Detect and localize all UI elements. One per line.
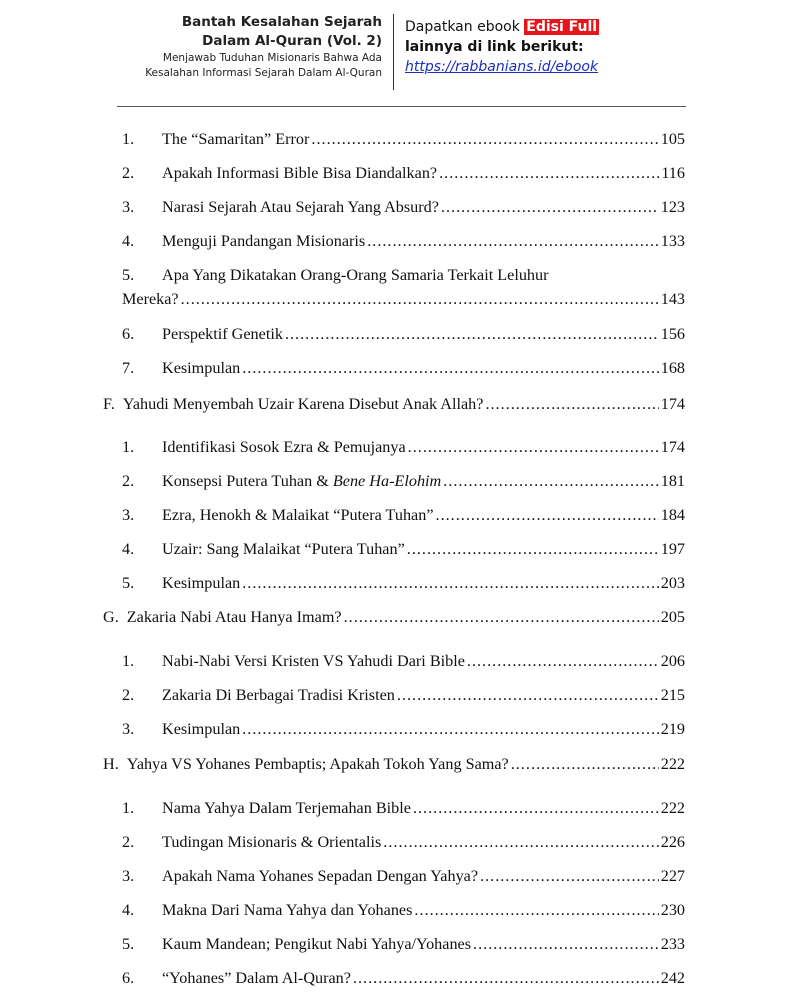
toc-entry-page: 116 bbox=[661, 164, 685, 182]
toc-entry-title: Makna Dari Nama Yahya dan Yohanes bbox=[162, 901, 413, 919]
toc-entry-title-continued: Mereka? bbox=[122, 290, 179, 308]
toc-entry-number: 6. bbox=[122, 325, 135, 343]
toc-entry-number: 7. bbox=[122, 359, 135, 377]
toc-entry-number: 1. bbox=[122, 652, 135, 670]
toc-entry-title: Ezra, Henokh & Malaikat “Putera Tuhan” bbox=[162, 506, 434, 524]
toc-entry-page: 226 bbox=[660, 833, 685, 851]
dot-leader bbox=[285, 323, 659, 345]
header-rule bbox=[117, 106, 686, 107]
toc-entry-page: 168 bbox=[660, 359, 685, 377]
toc-entry-page: 215 bbox=[660, 686, 685, 704]
toc-entry-number: 3. bbox=[122, 506, 135, 524]
promo-block bbox=[405, 17, 599, 77]
toc-entry-title bbox=[162, 470, 441, 492]
ebook-link[interactable]: https://rabbanians.id/ebook bbox=[405, 59, 599, 75]
toc-entry[interactable] bbox=[122, 684, 685, 706]
toc-entry-page: 203 bbox=[660, 574, 685, 592]
toc-entry-title: Kesimpulan bbox=[162, 359, 241, 377]
toc-section-letter: F. bbox=[103, 395, 115, 413]
dot-leader bbox=[397, 684, 659, 706]
toc-entry[interactable] bbox=[122, 899, 685, 921]
toc-section-letter: H. bbox=[103, 755, 119, 773]
dot-leader bbox=[407, 538, 659, 560]
dot-leader bbox=[485, 393, 658, 415]
toc-section-entry[interactable] bbox=[103, 753, 685, 775]
dot-leader bbox=[383, 831, 658, 853]
dot-leader bbox=[441, 196, 659, 218]
toc-entry-title: Narasi Sejarah Atau Sejarah Yang Absurd? bbox=[162, 198, 439, 216]
toc-entry-title-italic: Bene Ha-Elohim bbox=[332, 472, 442, 490]
toc-entry-number: 3. bbox=[122, 198, 135, 216]
toc-entry[interactable] bbox=[122, 230, 685, 252]
toc-entry[interactable] bbox=[122, 323, 685, 345]
toc-entry-title: Menguji Pandangan Misionaris bbox=[162, 232, 366, 250]
toc-entry-number: 3. bbox=[122, 867, 135, 885]
toc-section-title: Zakaria Nabi Atau Hanya Imam? bbox=[126, 608, 342, 626]
toc-entry-number: 6. bbox=[122, 969, 135, 987]
book-title-line-2: Dalam Al-Quran (Vol. 2) bbox=[202, 33, 382, 49]
toc-entry-page: 227 bbox=[660, 867, 685, 885]
toc-entry-title: Perspektif Genetik bbox=[162, 325, 283, 343]
toc-entry[interactable] bbox=[122, 538, 685, 560]
toc-entry-page: 156 bbox=[660, 325, 685, 343]
promo-highlight-badge: Edisi Full bbox=[526, 19, 598, 35]
dot-leader bbox=[473, 933, 659, 955]
toc-entry[interactable] bbox=[122, 650, 685, 672]
toc-entry-title: Kesimpulan bbox=[162, 720, 241, 738]
dot-leader bbox=[344, 606, 659, 628]
dot-leader bbox=[353, 967, 659, 989]
book-title-line-1: Bantah Kesalahan Sejarah bbox=[181, 14, 382, 30]
toc-entry-page: 197 bbox=[660, 540, 685, 558]
toc-section-page: 205 bbox=[660, 608, 685, 626]
toc-entry-number: 1. bbox=[122, 130, 135, 148]
toc-entry[interactable] bbox=[122, 572, 685, 594]
toc-entry-number: 4. bbox=[122, 540, 135, 558]
dot-leader bbox=[413, 797, 659, 819]
toc-entry[interactable] bbox=[122, 196, 685, 218]
toc-entry[interactable] bbox=[122, 436, 685, 458]
toc-entry-title: Apa Yang Dikatakan Orang-Orang Samaria Terkait Leluhur bbox=[162, 266, 549, 284]
toc-entry-number: 1. bbox=[122, 799, 135, 817]
toc-entry-page: 233 bbox=[660, 935, 685, 953]
toc-entry-title: Uzair: Sang Malaikat “Putera Tuhan” bbox=[162, 540, 405, 558]
toc-entry[interactable] bbox=[122, 967, 685, 989]
toc-entry-page: 219 bbox=[660, 720, 685, 738]
toc-entry-page: 242 bbox=[660, 969, 685, 987]
toc-entry-number: 2. bbox=[122, 164, 135, 182]
toc-entry-page: 123 bbox=[660, 198, 685, 216]
toc-section-title: Yahya VS Yohanes Pembaptis; Apakah Tokoh Yang Sama? bbox=[126, 755, 509, 773]
toc-entry-page: 230 bbox=[660, 901, 685, 919]
toc-entry-number: 5. bbox=[122, 935, 135, 953]
toc-entry-title: “Yohanes” Dalam Al-Quran? bbox=[162, 969, 351, 987]
toc-entry-number: 4. bbox=[122, 901, 135, 919]
toc-entry[interactable] bbox=[122, 831, 685, 853]
toc-entry-title: Nama Yahya Dalam Terjemahan Bible bbox=[162, 799, 411, 817]
toc-entry[interactable] bbox=[122, 470, 685, 492]
toc-entry-page: 143 bbox=[660, 290, 685, 308]
toc-entry-page: 105 bbox=[660, 130, 685, 148]
toc-entry-page: 222 bbox=[660, 799, 685, 817]
toc-entry-page: 181 bbox=[660, 472, 685, 490]
book-subtitle-line-1: Menjawab Tuduhan Misionaris Bahwa Ada bbox=[162, 52, 382, 64]
toc-entry-wrapped-line-1[interactable] bbox=[122, 264, 685, 286]
toc-entry-title: Nabi-Nabi Versi Kristen VS Yahudi Dari Bible bbox=[162, 652, 465, 670]
toc-entry[interactable] bbox=[122, 504, 685, 526]
dot-leader bbox=[443, 470, 658, 492]
toc-section-entry[interactable] bbox=[103, 606, 685, 628]
toc-section-letter: G. bbox=[103, 608, 119, 626]
toc-entry-page: 133 bbox=[660, 232, 685, 250]
toc-entry-number: 2. bbox=[122, 472, 135, 490]
toc-entry-title: Tudingan Misionaris & Orientalis bbox=[162, 833, 382, 851]
dot-leader bbox=[181, 288, 659, 310]
dot-leader bbox=[414, 899, 658, 921]
dot-leader bbox=[242, 572, 658, 594]
dot-leader bbox=[436, 504, 659, 526]
dot-leader bbox=[480, 865, 659, 887]
toc-section-page: 222 bbox=[660, 755, 685, 773]
toc-entry[interactable] bbox=[122, 718, 685, 740]
toc-entry-title: Zakaria Di Berbagai Tradisi Kristen bbox=[162, 686, 395, 704]
dot-leader bbox=[408, 436, 659, 458]
toc-entry-number: 5. bbox=[122, 574, 135, 592]
dot-leader bbox=[242, 357, 658, 379]
toc-entry-page: 174 bbox=[660, 438, 685, 456]
book-subtitle-line-2: Kesalahan Informasi Sejarah Dalam Al-Quran bbox=[145, 67, 382, 79]
toc-entry-number: 3. bbox=[122, 720, 135, 738]
toc-entry[interactable] bbox=[122, 865, 685, 887]
toc-entry-title: Identifikasi Sosok Ezra & Pemujanya bbox=[162, 438, 406, 456]
toc-entry[interactable] bbox=[122, 797, 685, 819]
toc-entry-wrapped-line-2[interactable] bbox=[122, 288, 685, 310]
toc-entry[interactable] bbox=[122, 128, 685, 150]
promo-text: Dapatkan ebook bbox=[405, 19, 520, 35]
promo-line-2: lainnya di link berikut: bbox=[405, 39, 584, 55]
toc-entry-title: Apakah Nama Yohanes Sepadan Dengan Yahya? bbox=[162, 867, 479, 885]
toc-entry-title-text: Konsepsi Putera Tuhan & bbox=[162, 472, 333, 490]
toc-entry[interactable] bbox=[122, 162, 685, 184]
toc-entry-number: 2. bbox=[122, 686, 135, 704]
book-info bbox=[60, 13, 382, 81]
toc-entry-number: 4. bbox=[122, 232, 135, 250]
toc-entry[interactable] bbox=[122, 357, 685, 379]
toc-section-page: 174 bbox=[660, 395, 685, 413]
toc-entry-title: The “Samaritan” Error bbox=[162, 130, 310, 148]
toc-entry-title: Kaum Mandean; Pengikut Nabi Yahya/Yohanes bbox=[162, 935, 472, 953]
toc-entry-title: Kesimpulan bbox=[162, 574, 241, 592]
toc-section-entry[interactable] bbox=[103, 393, 685, 415]
dot-leader bbox=[367, 230, 658, 252]
promo-line-1 bbox=[405, 17, 599, 37]
dot-leader bbox=[439, 162, 659, 184]
toc-section-title: Yahudi Menyembah Uzair Karena Disebut Anak Allah? bbox=[122, 395, 484, 413]
header-divider bbox=[393, 14, 394, 90]
toc-entry[interactable] bbox=[122, 933, 685, 955]
dot-leader bbox=[311, 128, 658, 150]
toc-entry-number: 1. bbox=[122, 438, 135, 456]
dot-leader bbox=[467, 650, 659, 672]
toc-entry-number: 5. bbox=[122, 266, 135, 284]
dot-leader bbox=[511, 753, 659, 775]
toc-entry-page: 184 bbox=[660, 506, 685, 524]
dot-leader bbox=[242, 718, 658, 740]
toc-entry-number: 2. bbox=[122, 833, 135, 851]
toc-entry-page: 206 bbox=[660, 652, 685, 670]
toc-entry-title: Apakah Informasi Bible Bisa Diandalkan? bbox=[162, 164, 438, 182]
